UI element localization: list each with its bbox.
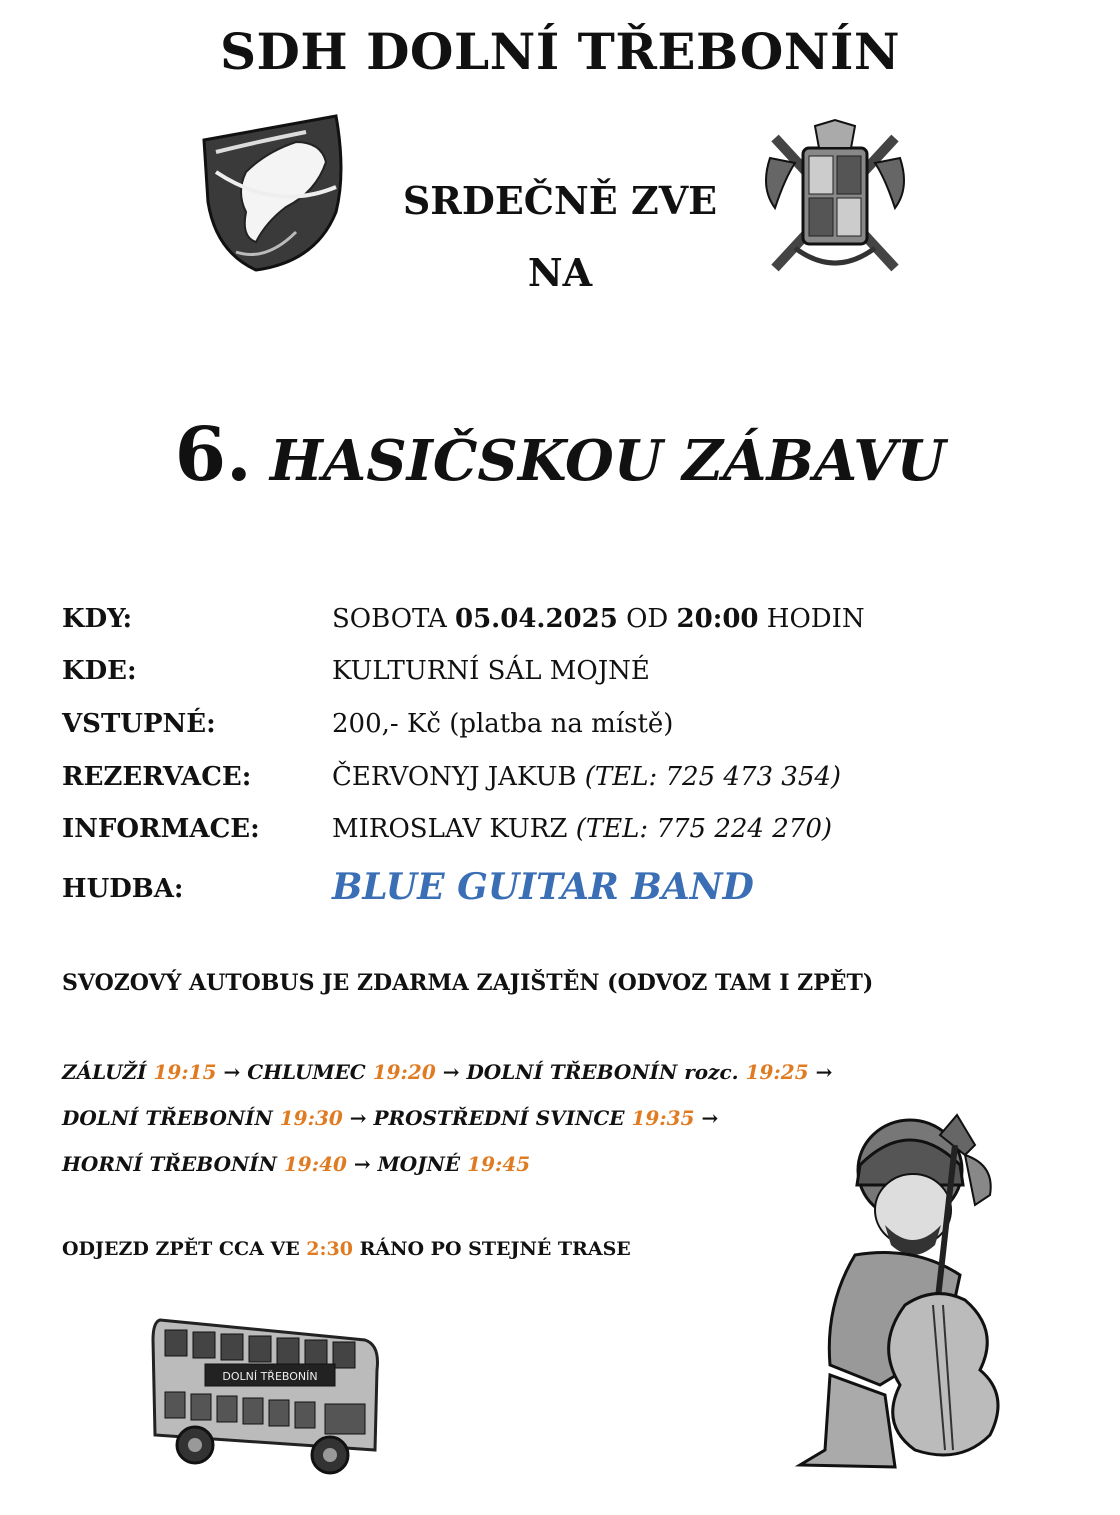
info-label: INFORMACE:	[62, 814, 260, 844]
route-line-2: DOLNÍ TŘEBONÍN 19:30 → PROSTŘEDNÍ SVINCE 19:35 →	[62, 1106, 719, 1130]
bass-player-icon	[785, 1105, 1055, 1485]
poster-title: SDH DOLNÍ TŘEBONÍN	[219, 22, 901, 81]
bus-sign: DOLNÍ TŘEBONÍN	[222, 1370, 318, 1383]
band-name: BLUE GUITAR BAND	[332, 866, 754, 908]
info-phone: (TEL: 775 224 270)	[575, 814, 833, 844]
where-value: KULTURNÍ SÁL MOJNÉ	[332, 656, 650, 686]
reservation-phone: (TEL: 725 473 354)	[584, 762, 842, 792]
return-info: ODJEZD ZPĚT CCA VE 2:30 RÁNO PO STEJNÉ TRASE	[62, 1238, 631, 1260]
bus-headline: SVOZOVÝ AUTOBUS JE ZDARMA ZAJIŠTĚN (ODVOZ TAM I ZPĚT)	[62, 970, 874, 996]
route-line-3: HORNÍ TŘEBONÍN 19:40 → MOJNÉ 19:45	[62, 1152, 531, 1176]
invite-line-2: NA	[527, 250, 593, 295]
reservation-label: REZERVACE:	[62, 762, 252, 792]
event-name: HASIČSKOU ZÁBAVU	[269, 428, 946, 494]
when-value: SOBOTA 05.04.2025 OD 20:00 HODIN	[332, 604, 865, 634]
event-title	[0, 412, 1120, 498]
info-value: MIROSLAV KURZ (TEL: 775 224 270)	[332, 814, 833, 844]
when-label: KDY:	[62, 604, 133, 634]
where-label: KDE:	[62, 656, 137, 686]
coat-of-arms-icon	[196, 112, 346, 272]
reservation-value: ČERVONYJ JAKUB (TEL: 725 473 354)	[332, 762, 842, 792]
event-time: 20:00	[676, 604, 759, 634]
music-label: HUDBA:	[62, 874, 184, 904]
entry-value: 200,- Kč (platba na místě)	[332, 709, 674, 739]
route-line-1: ZÁLUŽÍ 19:15 → CHLUMEC 19:20 → DOLNÍ TŘEBONÍN rozc. 19:25 →	[62, 1060, 833, 1084]
event-number: 6.	[174, 412, 252, 498]
event-date: 05.04.2025	[455, 604, 618, 634]
invite-line-1: SRDEČNĚ ZVE	[402, 178, 718, 223]
double-decker-bus-icon	[135, 1300, 385, 1485]
firefighter-emblem-icon	[755, 118, 915, 283]
entry-label: VSTUPNÉ:	[62, 709, 216, 739]
